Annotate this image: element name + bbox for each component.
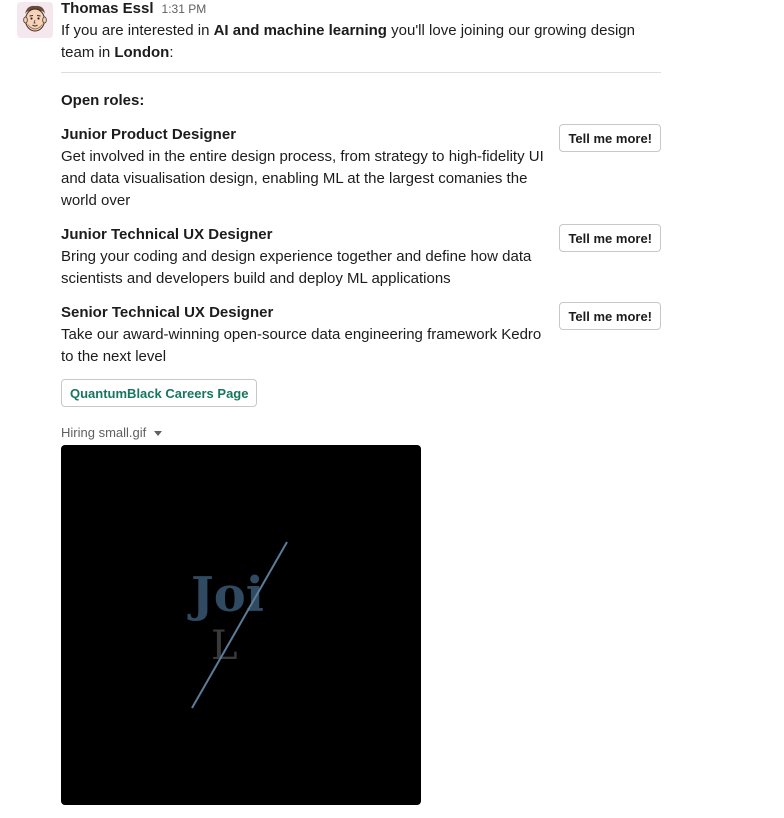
- tell-me-more-button[interactable]: Tell me more!: [559, 224, 661, 252]
- gif-preview[interactable]: [61, 445, 421, 805]
- chevron-down-icon[interactable]: [154, 431, 162, 436]
- role-junior-product-designer: [61, 124, 661, 212]
- gif-text-line-2: L: [211, 623, 238, 669]
- gif-frame: [61, 445, 421, 805]
- sender-name[interactable]: Thomas Essl: [61, 0, 154, 17]
- role-senior-technical-ux-designer: [61, 302, 661, 368]
- intro-part-3: :: [169, 44, 174, 61]
- divider: [61, 72, 661, 73]
- attachment-filename[interactable]: Hiring small.gif: [61, 424, 147, 440]
- tell-me-more-button[interactable]: Tell me more!: [559, 124, 661, 152]
- intro-part-2: you'll love joining our growing design team in: [61, 22, 635, 61]
- role-description: Take our award-winning open-source data engineering framework Kedro to the next level: [61, 326, 542, 365]
- role-description: Get involved in the entire design process, from strategy to high-fidelity UI and data visualisation design, enabling ML at the largest comanies the world over: [61, 148, 544, 209]
- careers-page-button[interactable]: QuantumBlack Careers Page: [61, 379, 257, 407]
- intro-text: [61, 20, 661, 64]
- role-junior-technical-ux-designer: [61, 224, 661, 290]
- gif-text-line-1: Joi: [191, 567, 264, 623]
- role-title: Senior Technical UX Designer: [61, 304, 274, 321]
- avatar[interactable]: [17, 2, 53, 38]
- message-timestamp[interactable]: 1:31 PM: [161, 2, 207, 16]
- section-title: Open roles:: [61, 92, 145, 109]
- message-header: [61, 0, 206, 22]
- attachment-header[interactable]: [61, 422, 162, 442]
- avatar-illustration: [17, 2, 53, 38]
- role-description: Bring your coding and design experience together and define how data scientists and developers build and deploy ML applications: [61, 248, 532, 287]
- role-title: Junior Technical UX Designer: [61, 226, 273, 243]
- intro-part-1: If you are interested in: [61, 22, 214, 39]
- intro-bold-2: London: [114, 44, 170, 61]
- role-title: Junior Product Designer: [61, 126, 237, 143]
- tell-me-more-button[interactable]: Tell me more!: [559, 302, 661, 330]
- intro-bold-1: AI and machine learning: [213, 22, 387, 39]
